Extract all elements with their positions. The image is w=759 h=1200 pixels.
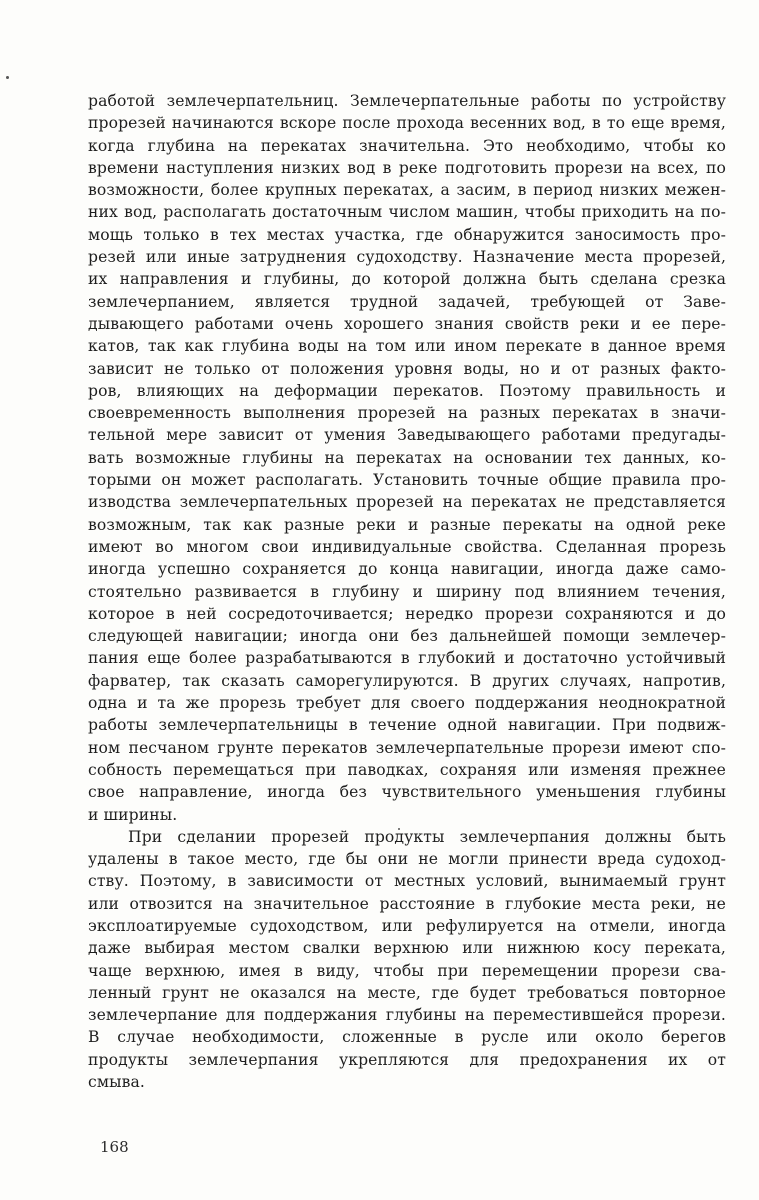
text-line: стоятельно развивается в глубину и ширину под влиянием течения, <box>88 582 726 601</box>
margin-speck <box>6 76 9 79</box>
text-line: ленный грунт не оказался на месте, где будет требоваться повторное <box>88 983 726 1002</box>
text-line: землечерпание для поддержания глубины на переместившейся прорези. <box>88 1006 726 1025</box>
text-line: эксплоатируемые судоходством, или рефулируется на отмели, иногда <box>88 916 726 935</box>
text-line: ров, влияющих на деформации перекатов. Поэтому правильность и <box>88 381 726 400</box>
text-line: пания еще более разрабатываются в глубокий и достаточно устойчивый <box>88 649 726 668</box>
text-line: следующей навигации; иногда они без дальнейшей помощи землечер- <box>88 627 726 646</box>
text-line: них вод, располагать достаточным числом машин, чтобы приходить на по- <box>88 203 726 222</box>
body-text <box>88 90 726 1093</box>
text-line: резей или иные затруднения судоходству. Назначение места прорезей, <box>88 248 726 267</box>
text-line: вать возможные глубины на перекатах на основании тех данных, ко- <box>88 448 726 467</box>
text-line: времени наступления низких вод в реке подготовить прорези на всех, по <box>88 158 726 177</box>
text-line: землечерпанием, является трудной задачей, требующей от Заве- <box>88 292 726 311</box>
text-line: зависит не только от положения уровня воды, но и от разных факто- <box>88 359 726 378</box>
text-line: даже выбирая местом свалки верхнюю или нижнюю косу переката, <box>88 939 726 958</box>
text-line: тельной мере зависит от умения Заведывающего работами предугады- <box>88 426 726 445</box>
text-line: свое направление, иногда без чувствительного уменьшения глубины <box>88 783 726 802</box>
text-line: которое в ней сосредоточивается; нередко прорези сохраняются и до <box>88 604 726 623</box>
text-line: фарватер, так сказать саморегулируются. В других случаях, напротив, <box>88 671 726 690</box>
text-line: При сделании прорезей продукты землечерпания должны быть <box>128 827 726 846</box>
text-line: В случае необходимости, сложенные в русле или около берегов <box>88 1028 726 1047</box>
text-line: смыва. <box>88 1073 145 1092</box>
text-line: возможности, более крупных перекатах, а засим, в период низких межен- <box>88 181 726 200</box>
text-line: катов, так как глубина воды на том или ином перекате в данное время <box>88 337 726 356</box>
text-line: ном песчаном грунте перекатов землечерпательные прорези имеют спо- <box>88 738 726 757</box>
text-line: или отвозится на значительное расстояние в глубокие места реки, не <box>88 894 726 913</box>
text-line: мощь только в тех местах участка, где обнаружится заносимость про- <box>88 225 726 244</box>
text-line: удалены в такое место, где бы они не могли принести вреда судоход- <box>88 850 726 869</box>
text-line: собность перемещаться при паводках, сохраняя или изменяя прежнее <box>88 760 726 779</box>
text-line: когда глубина на перекатах значительна. Это необходимо, чтобы ко <box>88 136 726 155</box>
page-number: 168 <box>100 1138 129 1156</box>
paragraph <box>88 90 726 826</box>
text-line: одна и та же прорезь требует для своего поддержания неоднократной <box>88 694 726 713</box>
text-line: продукты землечерпания укрепляются для предохранения их от <box>88 1050 726 1069</box>
text-line: прорезей начинаются вскоре после прохода весенних вод, в то еще время, <box>88 114 726 133</box>
text-line: иногда успешно сохраняется до конца навигации, иногда даже само- <box>88 560 726 579</box>
text-line: возможным, так как разные реки и разные перекаты на одной реке <box>88 515 726 534</box>
paragraph <box>88 826 726 1094</box>
text-line: ству. Поэтому, в зависимости от местных условий, вынимаемый грунт <box>88 872 726 891</box>
text-line: изводства землечерпательных прорезей на перекатах не представляется <box>88 493 726 512</box>
text-line: работы землечерпательницы в течение одной навигации. При подвиж- <box>88 716 726 735</box>
text-line: дывающего работами очень хорошего знания свойств реки и ее пере- <box>88 314 726 333</box>
text-line: и ширины. <box>88 805 178 824</box>
text-line: торыми он может располагать. Установить точные общие правила про- <box>88 471 726 490</box>
text-line: имеют во многом свои индивидуальные свойства. Сделанная прорезь <box>88 537 726 556</box>
text-line: своевременность выполнения прорезей на разных перекатах в значи- <box>88 404 726 423</box>
text-line: их направления и глубины, до которой должна быть сделана срезка <box>88 270 726 289</box>
text-line: чаще верхнюю, имея в виду, чтобы при перемещении прорези сва- <box>88 961 726 980</box>
text-line: работой землечерпательниц. Землечерпательные работы по устройству <box>88 92 726 110</box>
